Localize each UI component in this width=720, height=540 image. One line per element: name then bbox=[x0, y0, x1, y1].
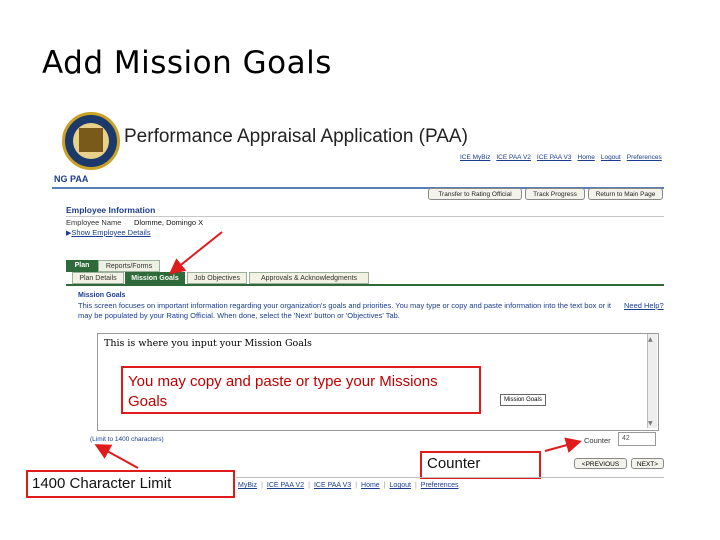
expand-triangle-icon: ▶ bbox=[66, 230, 72, 237]
counter-field: 42 bbox=[618, 432, 656, 446]
link-ice-paa-v2[interactable]: ICE PAA V2 bbox=[496, 154, 531, 161]
arrow-to-limit-note bbox=[98, 446, 138, 468]
link-ice-mybiz[interactable]: ICE MyBiz bbox=[460, 154, 491, 161]
counter-label: Counter bbox=[584, 436, 611, 445]
transfer-button[interactable]: Transfer to Rating Official bbox=[428, 188, 522, 200]
counter-callout-text: Counter bbox=[427, 455, 481, 472]
tab-plan-details[interactable]: Plan Details bbox=[72, 272, 124, 284]
mission-goals-heading: Mission Goals bbox=[78, 292, 126, 299]
scroll-down-icon[interactable]: ▼ bbox=[648, 420, 653, 427]
link-preferences[interactable]: Preferences bbox=[626, 154, 662, 161]
need-help-link[interactable]: Need Help? bbox=[624, 301, 664, 310]
footer-link-logout[interactable]: Logout bbox=[389, 482, 411, 489]
footer-link-mybiz[interactable]: MyBiz bbox=[238, 482, 258, 489]
track-progress-button[interactable]: Track Progress bbox=[525, 188, 585, 200]
tab-mission-goals[interactable]: Mission Goals bbox=[125, 272, 185, 284]
employee-heading: Employee Information bbox=[66, 205, 156, 215]
mission-goals-text: This is where you input your Mission Goals bbox=[104, 338, 312, 349]
return-main-button[interactable]: Return to Main Page bbox=[588, 188, 663, 200]
arrow-to-mission-goals-tab bbox=[172, 232, 222, 272]
tab-plan[interactable]: Plan bbox=[66, 260, 98, 272]
mission-goals-chip: Mission Goals bbox=[500, 394, 546, 406]
slide-title: Add Mission Goals bbox=[42, 45, 332, 81]
link-home[interactable]: Home bbox=[577, 154, 595, 161]
arrow-to-counter bbox=[545, 442, 578, 451]
mission-goals-description: This screen focuses on important information regarding your organization's goals and priorities. You may type or copy and paste information into the text box or it may be populated by your Rating Official. When done, select the 'Next' button or 'Objectives' Tab. bbox=[78, 301, 611, 320]
tab-reports-forms[interactable]: Reports/Forms bbox=[98, 260, 160, 272]
next-button[interactable]: NEXT> bbox=[631, 458, 664, 469]
link-logout[interactable]: Logout bbox=[600, 154, 621, 161]
footer-link-home[interactable]: Home bbox=[361, 482, 380, 489]
section-label: NG PAA bbox=[54, 174, 89, 184]
footer-link-ice-paa-v2[interactable]: ICE PAA V2 bbox=[266, 482, 305, 489]
employee-name-label: Employee Name bbox=[66, 218, 122, 227]
previous-button[interactable]: <PREVIOUS bbox=[574, 458, 627, 469]
char-limit-callout-text: 1400 Character Limit bbox=[32, 475, 172, 492]
copy-paste-callout-text: You may copy and paste or type your Missions Goals bbox=[128, 373, 438, 410]
employee-name-value: Dlomme, Domingo X bbox=[134, 218, 204, 227]
show-employee-details-label: Show Employee Details bbox=[71, 228, 151, 237]
footer-links: MyBiz | ICE PAA V2 | ICE PAA V3 | Home | Logout | Preferences bbox=[238, 482, 459, 489]
character-limit-note: (Limit to 1400 characters) bbox=[90, 436, 164, 443]
app-title: Performance Appraisal Application (PAA) bbox=[124, 126, 468, 147]
tab-job-objectives[interactable]: Job Objectives bbox=[187, 272, 247, 284]
link-ice-paa-v3[interactable]: ICE PAA V3 bbox=[536, 154, 572, 161]
footer-link-ice-paa-v3[interactable]: ICE PAA V3 bbox=[313, 482, 352, 489]
scroll-up-icon[interactable]: ▲ bbox=[648, 336, 653, 343]
tab-approvals[interactable]: Approvals & Acknowledgments bbox=[249, 272, 369, 284]
footer-link-preferences[interactable]: Preferences bbox=[420, 482, 459, 489]
